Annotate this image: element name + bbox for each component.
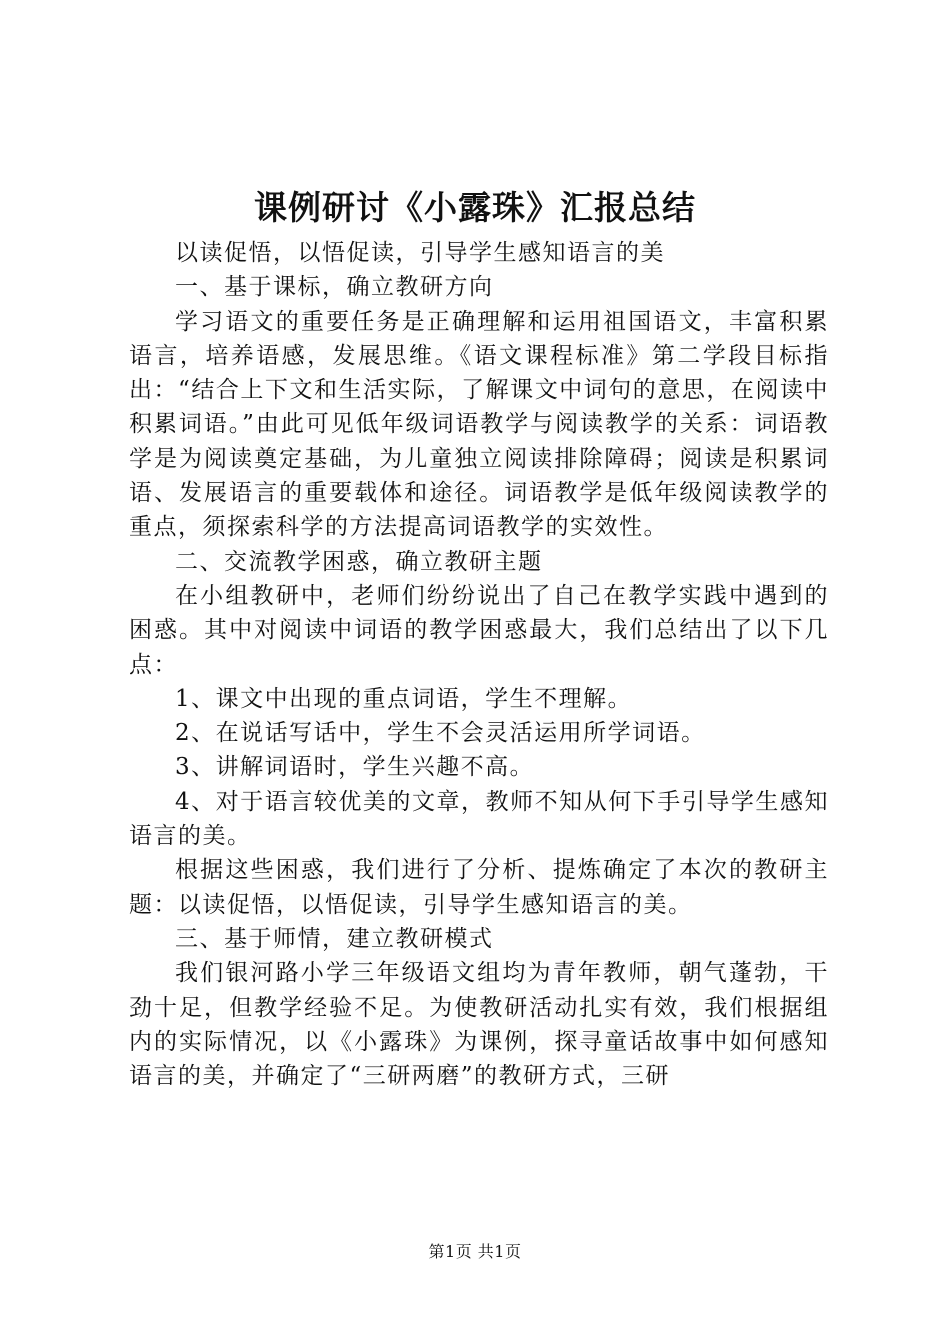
page-footer: 第1页 共1页 — [428, 1242, 522, 1261]
document-title: 课例研讨《小露珠》汇报总结 — [254, 188, 696, 227]
list-item: 2、在说话写话中，学生不会灵活运用所学词语。 — [175, 720, 706, 747]
list-item: 1、课文中出现的重点词语，学生不理解。 — [175, 685, 633, 712]
body-paragraph: 学习语文的重要任务是正确理解和运用祖国语文，丰富积累语言，培养语感，发展思维。《语文课程标准》第二学段目标指出：“结合上下文和生活实际，了解课文中词句的意思，在阅读中积累词语。”由此可见低年级词语教学与阅读教学的关系：词语教学是为阅读奠定基础，为儿童独立阅读排除障碍；阅读是积累词语、发展语言的重要载体和途径。词语教学是低年级阅读教学的重点，须探索科学的方法提高词语教学的实效性。 — [129, 308, 829, 541]
section-heading-2: 二、交流教学困惑，确立教研主题 — [175, 548, 543, 575]
list-item: 3、讲解词语时，学生兴趣不高。 — [175, 754, 535, 781]
body-paragraph: 根据这些困惑，我们进行了分析、提炼确定了本次的教研主题：以读促悟，以悟促读，引导学生感知语言的美。 — [129, 857, 829, 918]
subtitle-paragraph: 以读促悟，以悟促读，引导学生感知语言的美 — [175, 240, 665, 266]
body-paragraph: 在小组教研中，老师们纷纷说出了自己在教学实践中遇到的困惑。其中对阅读中词语的教学困惑最大，我们总结出了以下几点： — [129, 582, 829, 678]
section-heading-3: 三、基于师情，建立教研模式 — [175, 925, 494, 952]
section-heading-1: 一、基于课标，确立教研方向 — [175, 274, 494, 301]
list-item: 4、对于语言较优美的文章，教师不知从何下手引导学生感知语言的美。 — [129, 788, 829, 850]
body-paragraph: 我们银河路小学三年级语文组均为青年教师，朝气蓬勃，干劲十足，但教学经验不足。为使教研活动扎实有效，我们根据组内的实际情况，以《小露珠》为课例，探寻童话故事中如何感知语言的美，并确定了“三研两磨”的教研方式，三研 — [129, 960, 829, 1090]
document-body — [129, 236, 829, 1093]
